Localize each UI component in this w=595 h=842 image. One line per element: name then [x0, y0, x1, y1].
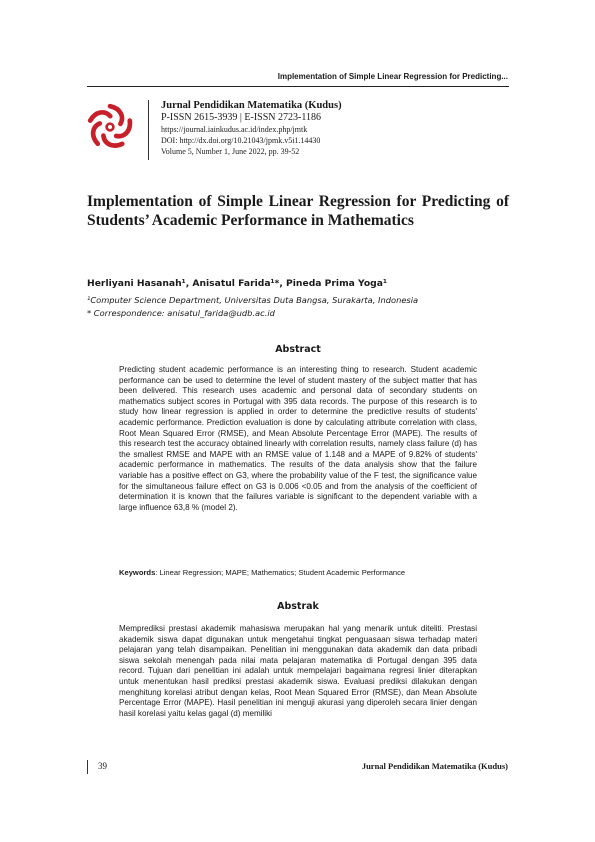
keywords-list: : Linear Regression; MAPE; Mathematics; Student Academic Performance [155, 568, 406, 577]
affiliation: ¹Computer Science Department, Universitas Duta Bangsa, Surakarta, Indonesia [87, 295, 419, 305]
author-affiliations [87, 294, 418, 320]
journal-doi[interactable]: DOI: http://dx.doi.org/10.21043/jpmk.v5i1.14430 [161, 136, 321, 145]
journal-name: Jurnal Pendidikan Matematika (Kudus) [161, 100, 342, 111]
keywords-line [119, 568, 477, 577]
abstract-text: Predicting student academic performance is an interesting thing to research. Student academic performance can be used to determine the level of student mastery of the subject matter that has been delivered. This research uses academic and personal data of secondary students on mathematics subject scores in Portugal with 395 data records. The purpose of this research is to study how linear regression is applied in order to determine the predictive results of students' academic performance. Prediction evaluation is done by calculating attribute correlation with class, Root Mean Squared Error (RMSE), and Mean Absolute Percentage Error (MAPE). The results of this research test the accuracy obtained linearly with correlation results, namely class failure (d) has the smallest RMSE and MAPE with an RMSE value of 1.148 and a MAPE of 9.82% of students' academic performance in mathematics. The results of the data analysis show that the failure variable has a positive effect on G3, where the probability value of the F test, the significance value for the simultaneous failure effect on G3 is 0.006 <0.05 and from the analysis of the coefficient of determination it is known that the failures variable is significant to the dependent variable with a large influence 63,8 % (model 2). [119, 365, 477, 512]
running-head: Implementation of Simple Linear Regression for Predicting... [277, 72, 508, 81]
footer-divider [87, 760, 88, 774]
article-authors: Herliyani Hasanah¹, Anisatul Farida¹*, Pineda Prima Yoga¹ [87, 278, 387, 289]
footer-journal-name: Jurnal Pendidikan Matematika (Kudus) [361, 761, 508, 771]
journal-url[interactable]: https://journal.iainkudus.ac.id/index.php/jmtk [161, 125, 308, 134]
journal-masthead [161, 100, 342, 157]
abstrak-text: Memprediksi prestasi akademik mahasiswa merupakan hal yang menarik untuk diteliti. Prestasi akademik siswa dapat digunakan untuk mengetahui tingkat penguasaan siswa terhadap materi pelajaran yang telah disampaikan. Penelitian ini menggunakan data akademik dan data pribadi siswa sekolah menengah pada nilai mata pelajaran matematika di Portugal dengan 395 data record. Tujuan dari penelitian ini adalah untuk mempelajari bagaimana regresi linier diterapkan untuk menentukan hasil prediksi prestasi akademik siswa. Evaluasi prediksi dilakukan dengan menghitung korelasi atribut dengan kelas, Root Mean Squared Error (RMSE), dan Mean Absolute Percentage Error (MAPE). Hasil penelitian ini menguji akurasi yang diperoleh secara linier dengan hasil korelasi yaitu kelas gagal (d) memiliki [119, 624, 477, 718]
journal-logo-icon [84, 101, 136, 153]
abstract-heading: Abstract [275, 344, 321, 355]
header-rule [87, 86, 509, 87]
keywords-label: Keywords [119, 568, 156, 577]
journal-volume: Volume 5, Number 1, June 2022, pp. 39-52 [161, 147, 300, 156]
abstrak-heading: Abstrak [277, 601, 319, 612]
page-number: 39 [98, 761, 107, 771]
journal-issn: P-ISSN 2615-3939 | E-ISSN 2723-1186 [161, 112, 321, 123]
masthead-divider [148, 100, 149, 160]
correspondence: * Correspondence: anisatul_farida@udb.ac.id [87, 308, 275, 318]
article-title: Implementation of Simple Linear Regression for Predicting of Students’ Academic Performance in Mathematics [87, 193, 509, 229]
